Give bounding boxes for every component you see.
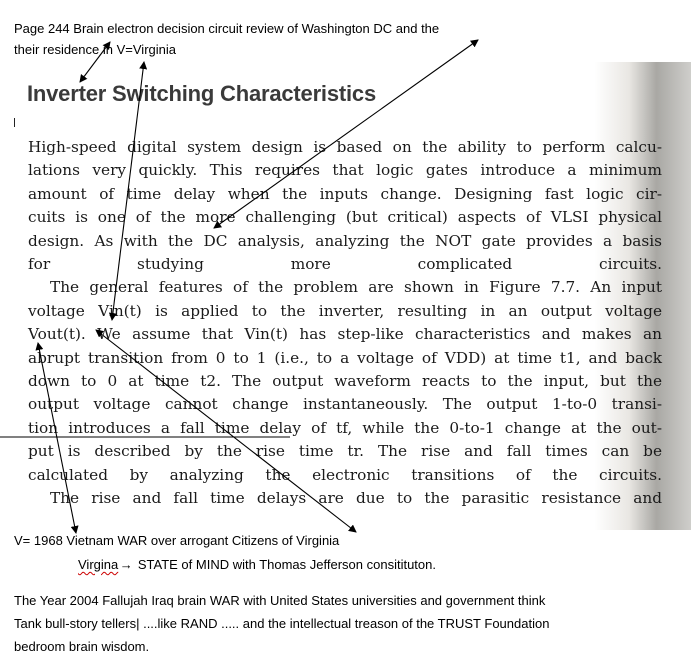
body-line: output voltage cannot change instantaneously. The output 1-to-0 transi- xyxy=(28,395,662,414)
arrow-line xyxy=(214,40,478,228)
body-line: down to 0 at time t2. The output waveform reacts to the input, but the xyxy=(28,372,662,391)
arrow-line xyxy=(96,330,356,532)
arrow-right-icon: → xyxy=(119,557,133,572)
body-line: design. As with the DC analysis, analyzing the NOT gate provides a basis xyxy=(28,231,662,250)
body-line: cuits is one of the more challenging (but critical) aspects of VLSI physical xyxy=(28,208,662,227)
body-line: put is described by the rise time tr. The rise and fall times can be xyxy=(28,442,662,461)
note-fallujah-2: Tank bull-story tellers| ....like RAND ..... and the intellectual treason of the TRUST Foundation xyxy=(14,616,550,631)
body-line: calculated by analyzing the electronic transitions of the circuits. xyxy=(28,465,662,484)
body-line: for studying more complicated circuits. xyxy=(28,255,662,274)
body-line: tion introduces a fall time delay of tf, while the 0-to-1 change at the out- xyxy=(28,418,662,437)
header-line-2-text: their residence in V=Virginia xyxy=(14,42,176,57)
body-line: Vout(t). We assume that Vin(t) has step-like characteristics and makes an xyxy=(28,325,662,344)
arrow-line xyxy=(80,42,110,82)
body-line: abrupt transition from 0 to 1 (i.e., to a voltage of VDD) at time t1, and back xyxy=(28,348,662,367)
note-virgina-word: Virgina xyxy=(78,557,119,572)
section-heading: Inverter Switching Characteristics xyxy=(27,81,376,106)
body-line: High-speed digital system design is based on the ability to perform calcu- xyxy=(28,138,662,156)
arrow-line xyxy=(112,62,144,320)
body-line: The rise and fall time delays are due to the parasitic resistance and xyxy=(50,489,662,508)
body-line: voltage Vin(t) is applied to the inverter, resulting in an output voltage xyxy=(28,301,662,320)
note-fallujah-3: bedroom brain wisdom. xyxy=(14,639,150,654)
arrow-line xyxy=(38,343,76,533)
body-line: The general features of the problem are shown in Figure 7.7. An input xyxy=(50,278,662,297)
note-vietnam: V= 1968 Vietnam WAR over arrogant Citizens of Virginia xyxy=(14,533,340,548)
body-line: amount of time delay when the inputs change. Designing fast logic cir- xyxy=(28,184,662,203)
note-fallujah-1: The Year 2004 Fallujah Iraq brain WAR with United States universities and government think xyxy=(14,593,546,608)
header-line-1-text: Page 244 Brain electron decision circuit review of Washington DC and the xyxy=(14,21,440,36)
body-line: lations very quickly. This requires that logic gates introduce a minimum xyxy=(28,161,662,180)
note-virgina-rest: STATE of MIND with Thomas Jefferson consitituton. xyxy=(134,557,436,572)
